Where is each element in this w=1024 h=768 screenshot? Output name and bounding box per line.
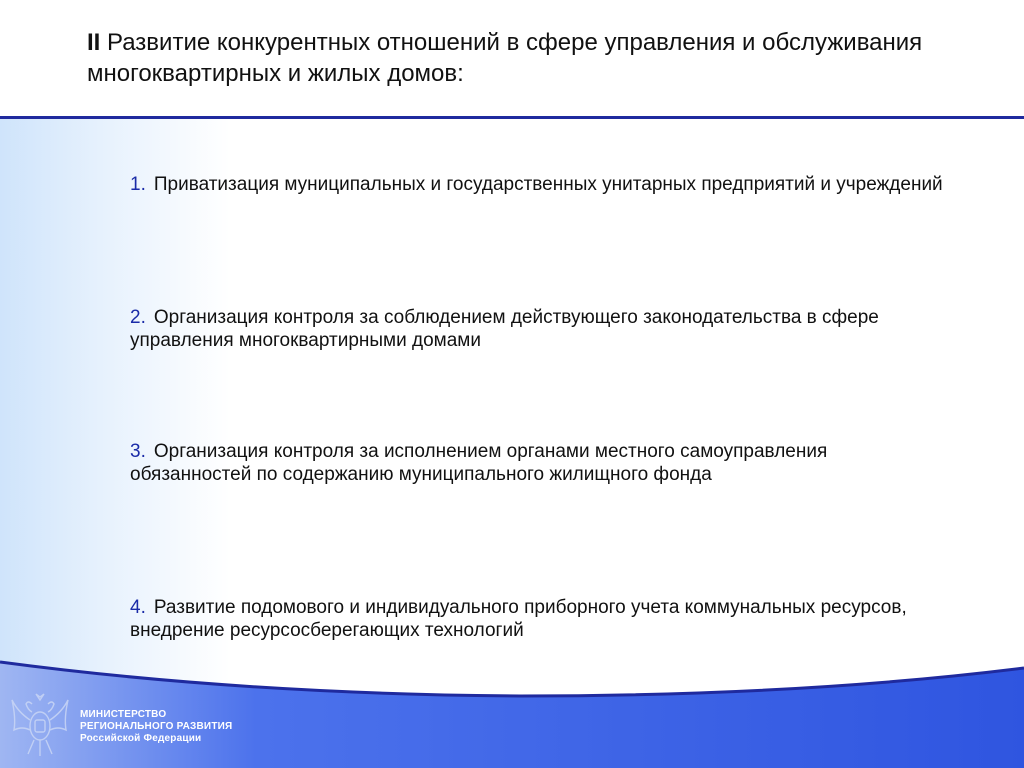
slide-content — [0, 119, 1024, 694]
ministry-line-3: Российской Федерации — [80, 733, 202, 744]
list-item-number: 3. — [130, 441, 146, 462]
ministry-line-2: РЕГИОНАЛЬНОГО РАЗВИТИЯ — [80, 721, 233, 732]
list-item — [130, 173, 950, 196]
slide-title — [87, 27, 987, 89]
list-item — [130, 596, 950, 642]
ministry-line-1: МИНИСТЕРСТВО — [80, 709, 167, 720]
ministry-caption — [80, 709, 232, 745]
list-item-text: Приватизация муниципальных и государственных унитарных предприятий и учреждений — [153, 174, 943, 195]
slide-header — [0, 0, 1024, 116]
list-item-number: 1. — [130, 174, 146, 195]
eagle-emblem-icon — [8, 690, 72, 762]
list-item — [130, 306, 950, 352]
title-roman-numeral: II — [87, 29, 101, 56]
list-item-text: Развитие подомового и индивидуального приборного учета коммунальных ресурсов, внедрение ресурсосберегающих технологий — [130, 597, 907, 641]
list-item-number: 4. — [130, 597, 146, 618]
list-item — [130, 440, 950, 486]
list-item-number: 2. — [130, 307, 146, 328]
list-item-text: Организация контроля за соблюдением действующего законодательства в сфере управления многоквартирными домами — [130, 307, 879, 351]
list-item-text: Организация контроля за исполнением органами местного самоуправления обязанностей по содержанию муниципального жилищного фонда — [130, 441, 828, 485]
title-text: Развитие конкурентных отношений в сфере управления и обслуживания многоквартирных и жилых домов: — [87, 29, 923, 87]
